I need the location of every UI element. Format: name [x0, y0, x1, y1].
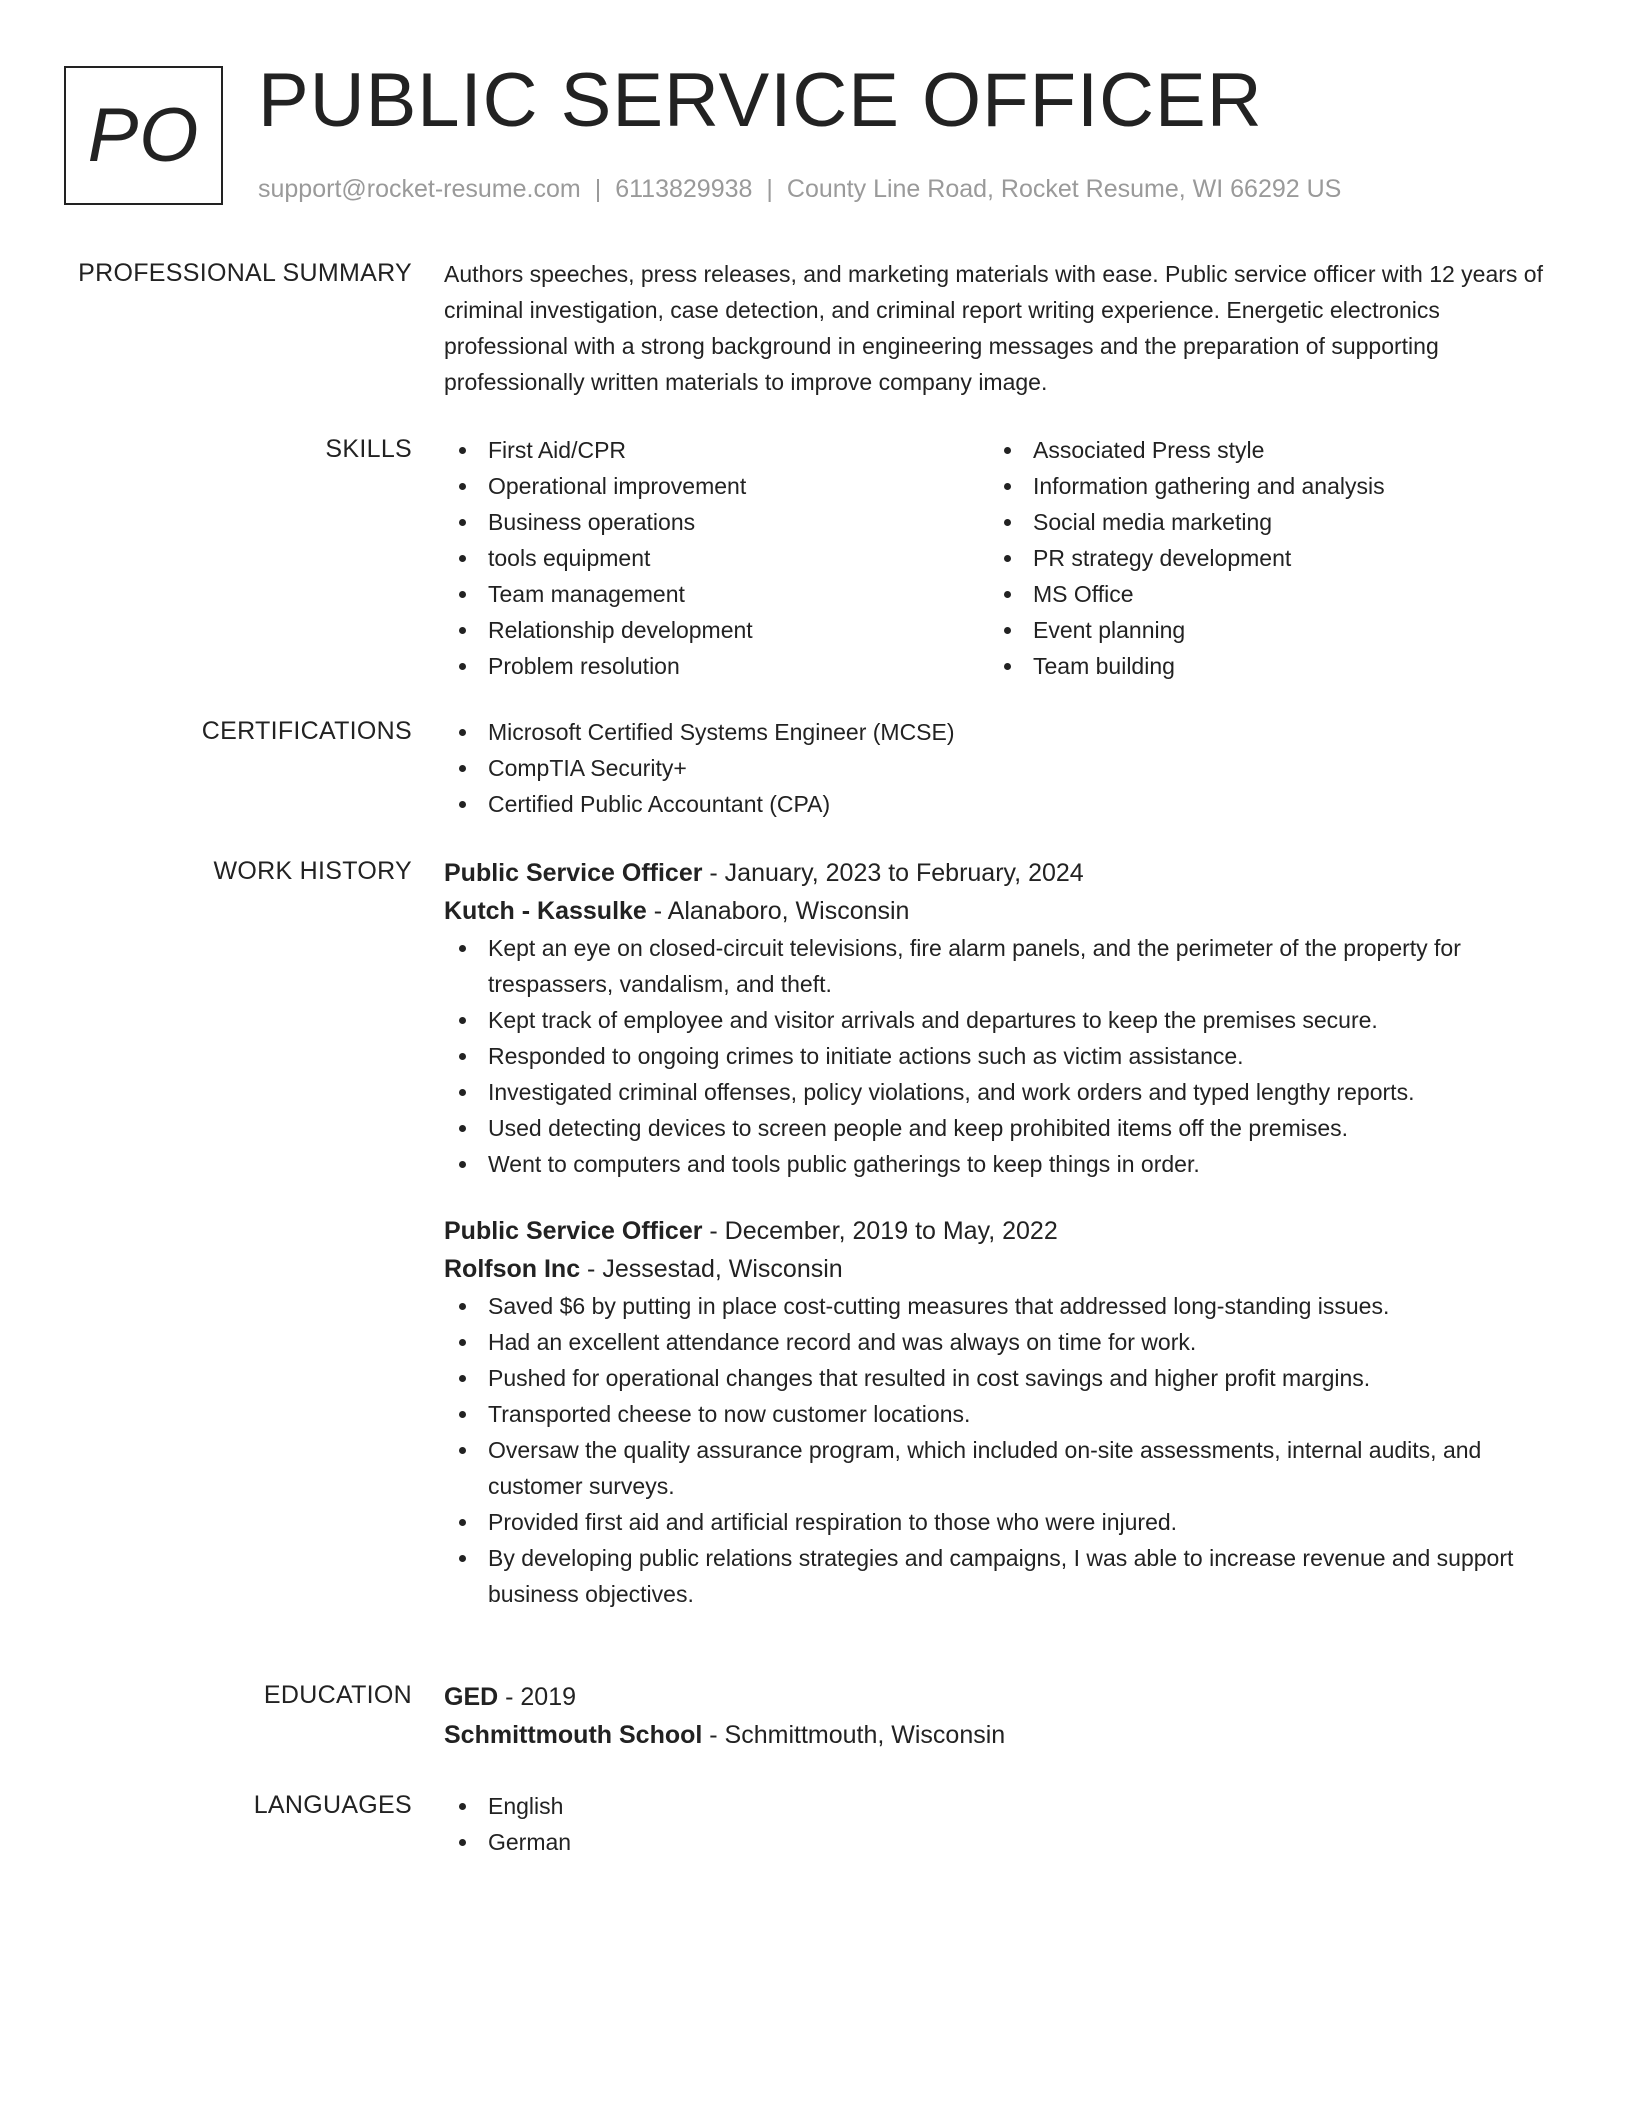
- job-company: Kutch - Kassulke: [444, 897, 647, 925]
- job-entry: [444, 854, 1554, 1182]
- job-entry: [444, 1212, 1554, 1612]
- certification-item: CompTIA Security+: [444, 750, 1554, 786]
- education-location: - Schmittmouth, Wisconsin: [702, 1721, 1006, 1749]
- language-item: German: [444, 1824, 1554, 1860]
- job-bullets: [444, 1288, 1554, 1612]
- skill-item: Business operations: [444, 504, 989, 540]
- summary-text: Authors speeches, press releases, and marketing materials with ease. Public service officer with 12 years of criminal investigation, case detection, and criminal report writing experience. Energetic electronics professional with a strong background in engineering messages and the preparation of supporting professionally written materials to improve company image.: [444, 261, 1543, 395]
- job-bullet: Kept track of employee and visitor arrivals and departures to keep the premises secure.: [444, 1002, 1554, 1038]
- contact-separator: |: [766, 175, 773, 203]
- job-title-line: [444, 854, 1554, 892]
- job-title: Public Service Officer: [444, 859, 703, 887]
- education-year: - 2019: [498, 1683, 577, 1711]
- job-company-line: [444, 1250, 1554, 1288]
- job-bullet: Pushed for operational changes that resulted in cost savings and higher profit margins.: [444, 1360, 1554, 1396]
- section-label-education: EDUCATION: [263, 1681, 412, 1709]
- work-history-body: [444, 854, 1554, 1612]
- education-degree-line: [444, 1678, 1554, 1716]
- job-bullets: [444, 930, 1554, 1182]
- job-bullet: Had an excellent attendance record and was always on time for work.: [444, 1324, 1554, 1360]
- language-item: English: [444, 1788, 1554, 1824]
- summary-body: [444, 256, 1554, 400]
- job-bullet: Used detecting devices to screen people and keep prohibited items off the premises.: [444, 1110, 1554, 1146]
- skill-item: tools equipment: [444, 540, 989, 576]
- skill-item: Team building: [989, 648, 1534, 684]
- job-company-line: [444, 892, 1554, 930]
- education-degree: GED: [444, 1683, 499, 1711]
- languages-body: [444, 1788, 1554, 1860]
- education-body: [444, 1678, 1554, 1754]
- certifications-list: [444, 714, 1554, 822]
- job-bullet: Provided first aid and artificial respiration to those who were injured.: [444, 1504, 1554, 1540]
- job-bullet: Investigated criminal offenses, policy violations, and work orders and typed lengthy reports.: [444, 1074, 1554, 1110]
- skills-list-right: [989, 432, 1534, 684]
- skill-item: Team management: [444, 576, 989, 612]
- monogram-box: [64, 66, 223, 205]
- contact-phone: 6113829938: [615, 175, 753, 203]
- job-location: - Jessestad, Wisconsin: [580, 1255, 843, 1283]
- skill-item: Operational improvement: [444, 468, 989, 504]
- certification-item: Certified Public Accountant (CPA): [444, 786, 1554, 822]
- skill-item: Problem resolution: [444, 648, 989, 684]
- contact-email: support@rocket-resume.com: [258, 175, 581, 203]
- languages-list: [444, 1788, 1554, 1860]
- section-label-work-history: WORK HISTORY: [213, 857, 412, 885]
- contact-address: County Line Road, Rocket Resume, WI 66292 US: [786, 175, 1342, 203]
- skill-item: First Aid/CPR: [444, 432, 989, 468]
- contact-line: [258, 172, 1341, 206]
- skills-body: [444, 432, 1554, 684]
- contact-separator: |: [594, 175, 602, 203]
- job-bullet: Kept an eye on closed-circuit televisions, fire alarm panels, and the perimeter of the property for trespassers, vandalism, and theft.: [444, 930, 1554, 1002]
- job-bullet: Transported cheese to now customer locations.: [444, 1396, 1554, 1432]
- skill-item: Social media marketing: [989, 504, 1534, 540]
- monogram-initials: PO: [87, 93, 200, 178]
- job-location: - Alanaboro, Wisconsin: [646, 897, 910, 925]
- education-school: Schmittmouth School: [444, 1721, 703, 1749]
- skill-item: PR strategy development: [989, 540, 1534, 576]
- job-dates: - January, 2023 to February, 2024: [702, 859, 1084, 887]
- section-label-summary: PROFESSIONAL SUMMARY: [78, 259, 412, 287]
- job-bullet: Went to computers and tools public gatherings to keep things in order.: [444, 1146, 1554, 1182]
- education-school-line: [444, 1716, 1554, 1754]
- job-company: Rolfson Inc: [444, 1255, 581, 1283]
- job-bullet: Saved $6 by putting in place cost-cutting measures that addressed long-standing issues.: [444, 1288, 1554, 1324]
- certification-item: Microsoft Certified Systems Engineer (MCSE): [444, 714, 1554, 750]
- skills-list-left: [444, 432, 989, 684]
- job-title-line: [444, 1212, 1554, 1250]
- job-bullet: By developing public relations strategies and campaigns, I was able to increase revenue and support business objectives.: [444, 1540, 1554, 1612]
- job-dates: - December, 2019 to May, 2022: [702, 1217, 1058, 1245]
- skill-item: MS Office: [989, 576, 1534, 612]
- skill-item: Event planning: [989, 612, 1534, 648]
- skill-item: Information gathering and analysis: [989, 468, 1534, 504]
- job-title: Public Service Officer: [444, 1217, 703, 1245]
- certifications-body: [444, 714, 1554, 822]
- resume-name: PUBLIC SERVICE OFFICER: [258, 58, 1263, 143]
- skill-item: Relationship development: [444, 612, 989, 648]
- section-label-certifications: CERTIFICATIONS: [201, 717, 412, 745]
- section-label-languages: LANGUAGES: [253, 1791, 412, 1819]
- section-label-skills: SKILLS: [325, 435, 412, 463]
- job-bullet: Oversaw the quality assurance program, which included on-site assessments, internal audits, and customer surveys.: [444, 1432, 1554, 1504]
- skill-item: Associated Press style: [989, 432, 1534, 468]
- job-bullet: Responded to ongoing crimes to initiate actions such as victim assistance.: [444, 1038, 1554, 1074]
